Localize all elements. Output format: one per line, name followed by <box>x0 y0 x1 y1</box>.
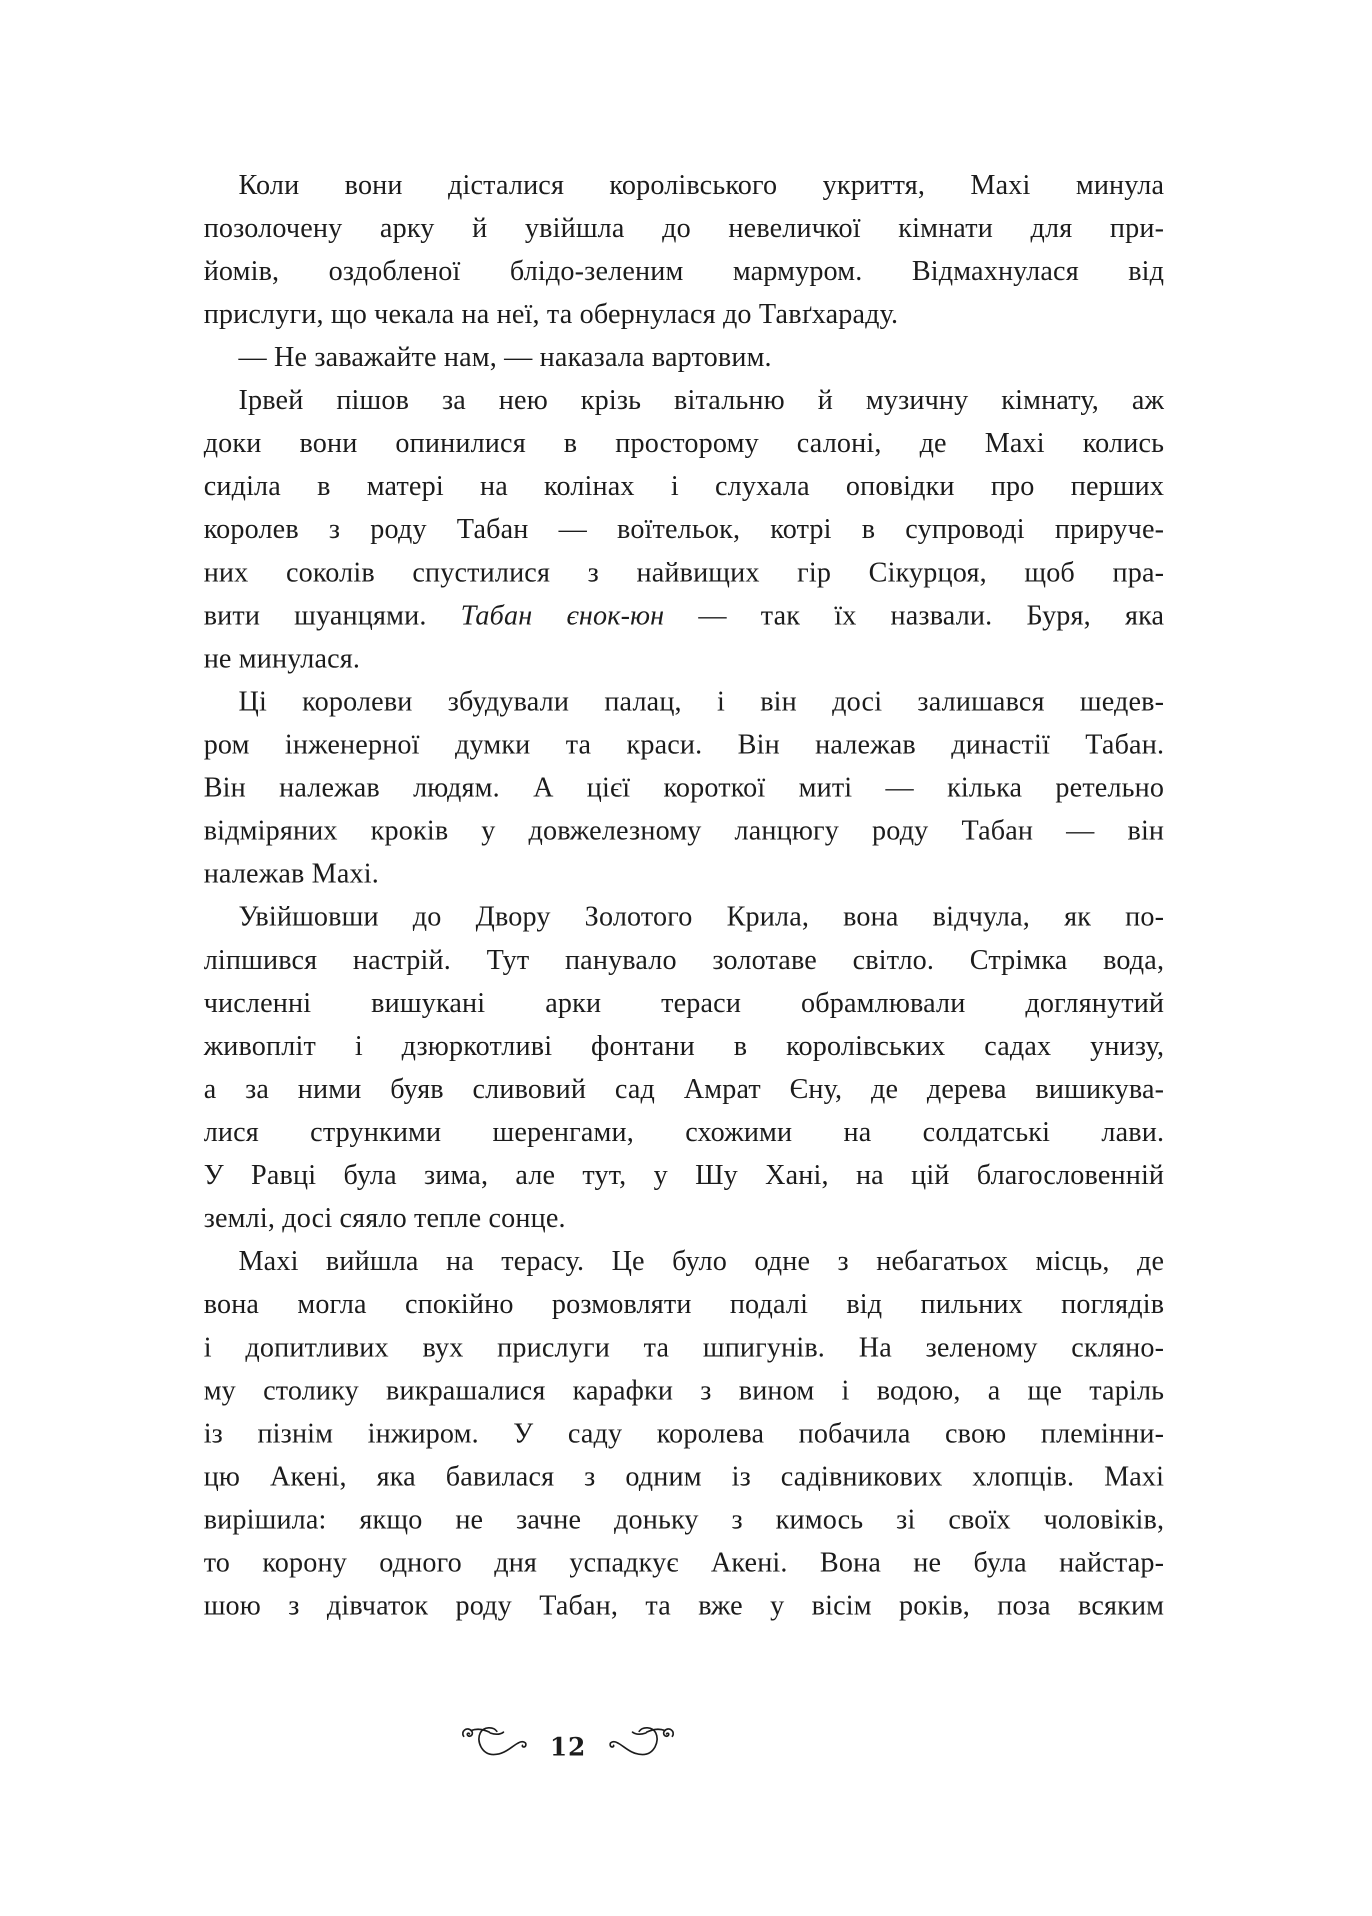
text-line: численні вишукані арки тераси обрамлювали доглянутий <box>203 987 1165 1019</box>
text-line: і допитливих вух прислуги та шпигунів. На зеленому скляно- <box>203 1332 1165 1363</box>
text-line: прислуги, що чекала на неї, та обернулася до Тавґхараду. <box>203 298 899 330</box>
page-number: 12 <box>549 1733 587 1762</box>
text-line: Махі вийшла на терасу. Це було одне з небагатьох місць, де <box>238 1246 1165 1277</box>
text-line: землі, досі сяяло тепле сонце. <box>203 1203 566 1234</box>
text-line: а за ними буяв сливовий сад Амрат Єну, де дерева вишикува- <box>203 1073 1165 1105</box>
text-line: доки вони опинилися в просторому салоні, де Махі колись <box>203 428 1165 459</box>
text-segment: вити шуанцями. <box>203 600 461 631</box>
text-segment: — так їх назвали. Буря, яка <box>664 600 1165 631</box>
text-line: сиділа в матері на колінах і слухала оповідки про перших <box>203 471 1165 502</box>
text-line: цю Акені, яка бавилася з одним із садівникових хлопців. Махі <box>203 1461 1165 1493</box>
text-line: му столику викрашалися карафки з вином і водою, а ще таріль <box>203 1375 1165 1406</box>
text-line: вона могла спокійно розмовляти подалі від пильних поглядів <box>203 1289 1165 1320</box>
text-line: відміряних кроків у довжелезному ланцюгу роду Табан — він <box>203 815 1165 847</box>
text-line: то корону одного дня успадкує Акені. Вона не була найстар- <box>203 1547 1165 1579</box>
italic-phrase: Табан єнок-юн <box>460 600 665 631</box>
text-line: шою з дівчаток роду Табан, та вже у вісім років, поза всяким <box>203 1590 1165 1622</box>
text-line: — Не заважайте нам, — наказала вартовим. <box>238 341 772 373</box>
text-line: Увійшовши до Двору Золотого Крила, вона відчула, як по- <box>238 901 1165 933</box>
text-line: Ці королеви збудували палац, і він досі залишався шедев- <box>238 686 1165 718</box>
text-line <box>204 595 1164 638</box>
text-line: лися стрункими шеренгами, схожими на солдатські лави. <box>203 1116 1165 1148</box>
text-line: із пізнім інжиром. У саду королева побачила свою племінни- <box>203 1418 1165 1449</box>
text-line: вирішила: якщо не зачне доньку з кимось зі своїх чоловіків, <box>203 1504 1165 1536</box>
text-line: Він належав людям. А цієї короткої миті — кілька ретельно <box>203 772 1165 804</box>
flourish-left-icon <box>459 1721 534 1759</box>
text-line: належав Махі. <box>203 858 379 890</box>
body-text <box>204 164 1164 1628</box>
text-line: позолочену арку й увійшла до невеличкої кімнати для при- <box>203 212 1165 244</box>
text-line: Ірвей пішов за нею крізь вітальню й музичну кімнату, аж <box>238 385 1165 416</box>
text-line: не минулася. <box>203 643 361 674</box>
text-line: живопліт і дзюркотливі фонтани в королівських садах унизу, <box>203 1030 1165 1062</box>
text-line: королев з роду Табан — воїтельок, котрі в супроводі прируче- <box>203 514 1165 545</box>
text-line: йомів, оздобленої блідо-зеленим мармуром. Відмахнулася від <box>203 255 1165 287</box>
text-line: ліпшився настрій. Тут панувало золотаве світло. Стрімка вода, <box>203 944 1165 976</box>
text-line: У Равці була зима, але тут, у Шу Хані, на цій благословенній <box>203 1160 1165 1191</box>
page-footer <box>0 1718 1136 1762</box>
text-line: Коли вони дісталися королівського укриття, Махі минула <box>238 169 1165 201</box>
flourish-right-icon <box>603 1721 678 1759</box>
text-line: ром інженерної думки та краси. Він належав династії Табан. <box>203 729 1165 761</box>
text-line: них соколів спустилися з найвищих гір Сікурцоя, щоб пра- <box>203 557 1165 588</box>
